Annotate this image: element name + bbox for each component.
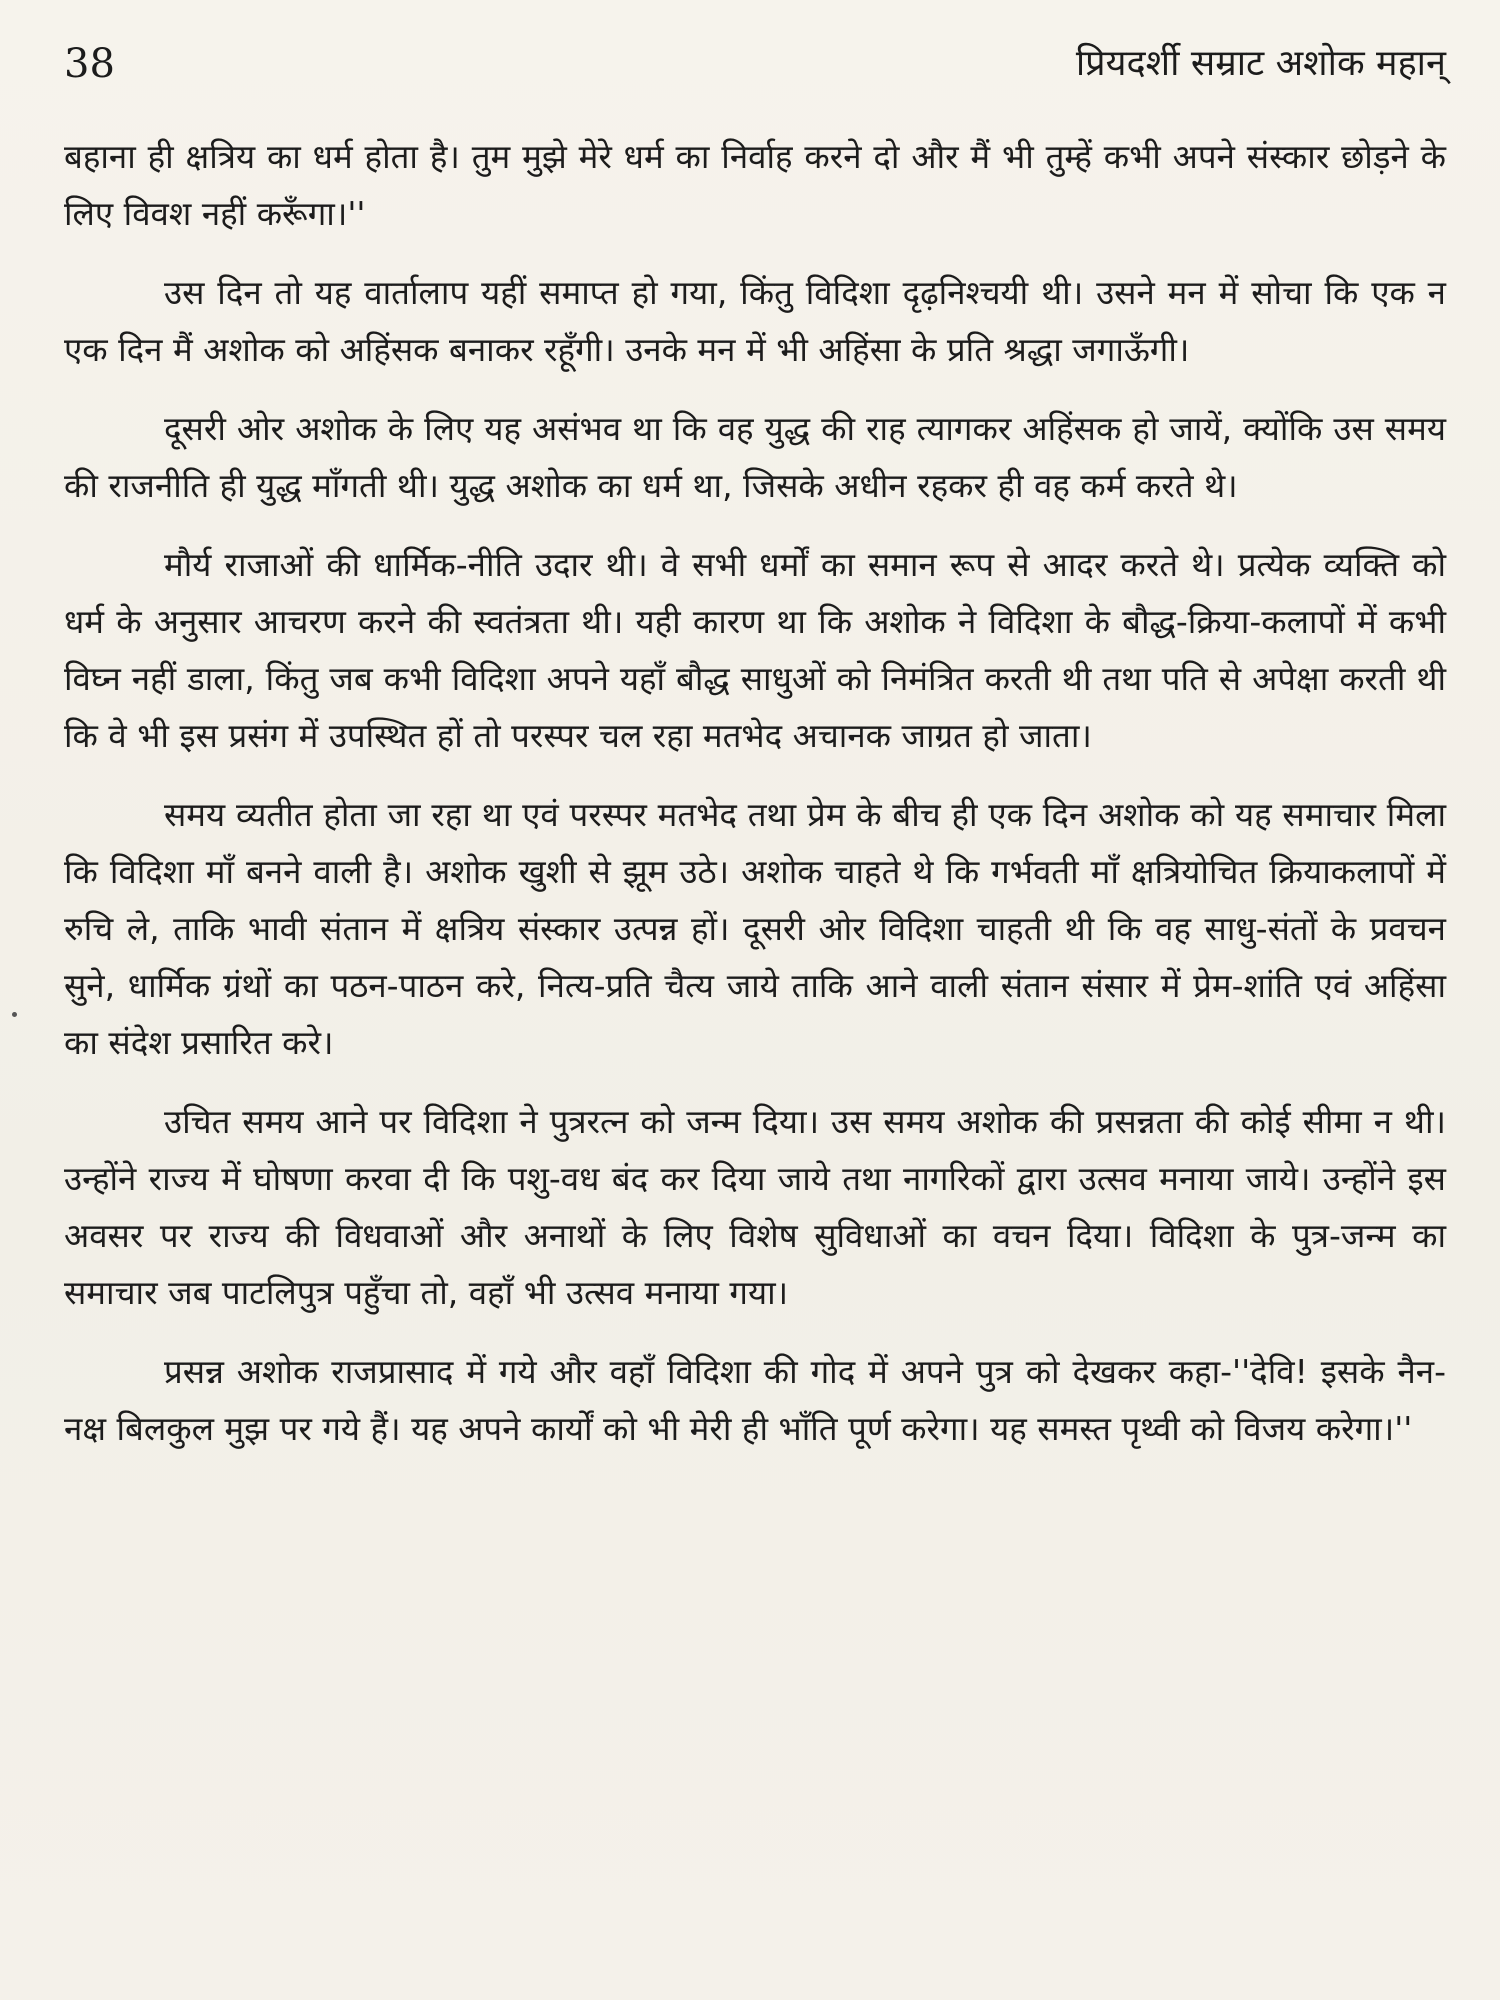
paragraph-2: उस दिन तो यह वार्तालाप यहीं समाप्त हो गया, किंतु विदिशा दृढ़निश्चयी थी। उसने मन में सोचा कि एक न एक दिन मैं अशोक को अहिंसक बनाकर रहूँगी। उनके मन में भी अहिंसा के प्रति श्रद्धा जगाऊँगी। <box>64 273 1446 369</box>
paragraph-5: समय व्यतीत होता जा रहा था एवं परस्पर मतभेद तथा प्रेम के बीच ही एक दिन अशोक को यह समाचार मिला कि विदिशा माँ बनने वाली है। अशोक खुशी से झूम उठे। अशोक चाहते थे कि गर्भवती माँ क्षत्रियोचित क्रियाकलापों में रुचि ले, ताकि भावी संतान में क्षत्रिय संस्कार उत्पन्न हों। दूसरी ओर विदिशा चाहती थी कि वह साधु-संतों के प्रवचन सुने, धार्मिक ग्रंथों का पठन-पाठन करे, नित्य-प्रति चैत्य जाये ताकि आने वाली संतान संसार में प्रेम-शांति एवं अहिंसा का संदेश प्रसारित करे। <box>64 795 1447 1062</box>
paragraph-3: दूसरी ओर अशोक के लिए यह असंभव था कि वह युद्ध की राह त्यागकर अहिंसक हो जायें, क्योंकि उस समय की राजनीति ही युद्ध माँगती थी। युद्ध अशोक का धर्म था, जिसके अधीन रहकर ही वह कर्म करते थे। <box>64 409 1446 505</box>
page-number: 38 <box>64 41 115 87</box>
paragraph-7: प्रसन्न अशोक राजप्रासाद में गये और वहाँ विदिशा की गोद में अपने पुत्र को देखकर कहा-''देवि! इसके नैन-नक्ष बिलकुल मुझ पर गये हैं। यह अपने कार्यों को भी मेरी ही भाँति पूर्ण करेगा। यह समस्त पृथ्वी को विजय करेगा।'' <box>64 1352 1446 1448</box>
margin-speck <box>12 1012 17 1017</box>
page-header <box>64 36 1446 96</box>
body-text <box>64 128 1446 1479</box>
paragraph-6: उचित समय आने पर विदिशा ने पुत्ररत्न को जन्म दिया। उस समय अशोक की प्रसन्नता की कोई सीमा न थी। उन्होंने राज्य में घोषणा करवा दी कि पशु-वध बंद कर दिया जाये तथा नागरिकों द्वारा उत्सव मनाया जाये। उन्होंने इस अवसर पर राज्य की विधवाओं और अनाथों के लिए विशेष सुविधाओं का वचन दिया। विदिशा के पुत्र-जन्म का समाचार जब पाटलिपुत्र पहुँचा तो, वहाँ भी उत्सव मनाया गया। <box>64 1102 1446 1312</box>
paragraph-1: बहाना ही क्षत्रिय का धर्म होता है। तुम मुझे मेरे धर्म का निर्वाह करने दो और मैं भी तुम्हें कभी अपने संस्कार छोड़ने के लिए विवश नहीं करूँगा।'' <box>64 137 1446 233</box>
running-title: प्रियदर्शी सम्राट अशोक महान् <box>1075 43 1446 84</box>
paragraph-4: मौर्य राजाओं की धार्मिक-नीति उदार थी। वे सभी धर्मों का समान रूप से आदर करते थे। प्रत्येक व्यक्ति को धर्म के अनुसार आचरण करने की स्वतंत्रता थी। यही कारण था कि अशोक ने विदिशा के बौद्ध-क्रिया-कलापों में कभी विघ्न नहीं डाला, किंतु जब कभी विदिशा अपने यहाँ बौद्ध साधुओं को निमंत्रित करती थी तथा पति से अपेक्षा करती थी कि वे भी इस प्रसंग में उपस्थित हों तो परस्पर चल रहा मतभेद अचानक जाग्रत हो जाता। <box>64 545 1446 755</box>
